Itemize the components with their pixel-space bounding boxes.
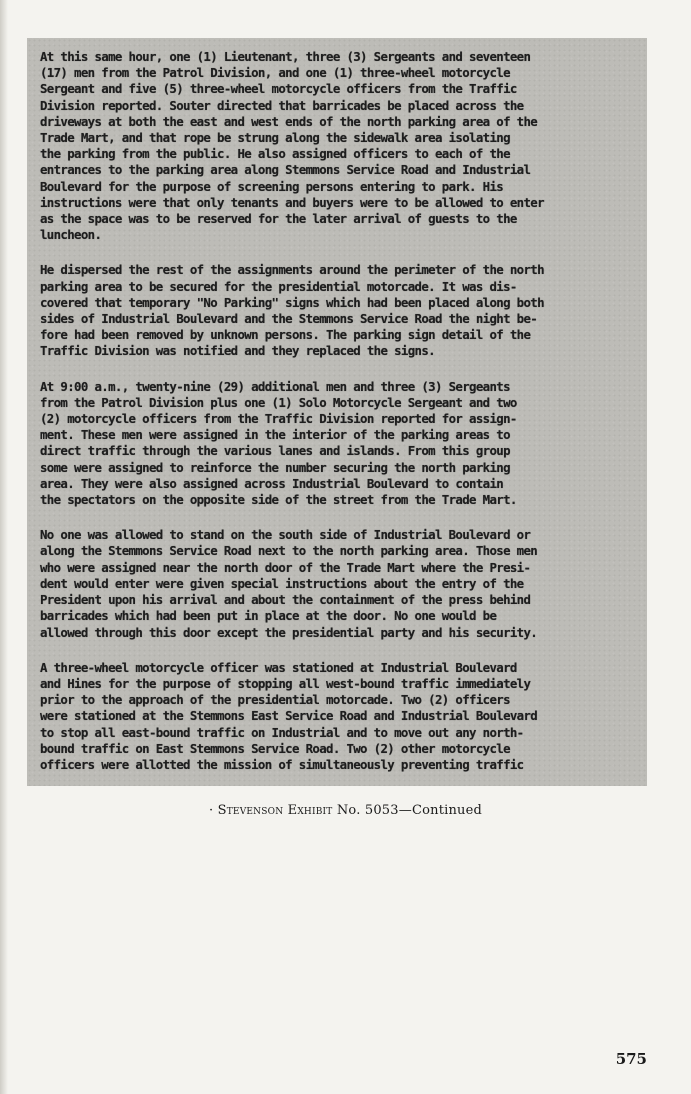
text-line: along the Stemmons Service Road next to the north parking area. Those men bbox=[40, 543, 538, 559]
text-line: At 9:00 a.m., twenty-nine (29) additional men and three (3) Sergeants bbox=[40, 378, 510, 394]
text-line: bound traffic on East Stemmons Service Road. Two (2) other motorcycle bbox=[40, 740, 510, 756]
text-line: President upon his arrival and about the containment of the press behind bbox=[40, 592, 531, 608]
text-line: driveways at both the east and west ends of the north parking area of the bbox=[40, 113, 538, 129]
text-line: covered that temporary "No Parking" signs which had been placed along both bbox=[40, 294, 544, 310]
text-line: entrances to the parking area along Stemmons Service Road and Industrial bbox=[40, 162, 531, 178]
text-line: parking area to be secured for the presidential motorcade. It was dis- bbox=[40, 278, 517, 294]
text-line: Boulevard for the purpose of screening persons entering to park. His bbox=[40, 178, 504, 194]
text-line: instructions were that only tenants and buyers were to be allowed to enter bbox=[40, 194, 544, 210]
text-line: A three-wheel motorcycle officer was stationed at Industrial Boulevard bbox=[40, 659, 517, 675]
caption-name: Stevenson bbox=[217, 803, 284, 818]
page-number: 575 bbox=[615, 1050, 647, 1068]
text-line: the spectators on the opposite side of the street from the Trade Mart. bbox=[40, 492, 517, 508]
typed-exhibit-scan bbox=[27, 38, 647, 786]
exhibit-caption bbox=[0, 803, 691, 818]
text-line: officers were allotted the mission of simultaneously preventing traffic bbox=[40, 756, 524, 772]
text-line: Trade Mart, and that rope be strung along the sidewalk area isolating bbox=[40, 130, 510, 146]
text-line: No one was allowed to stand on the south side of Industrial Boulevard or bbox=[40, 527, 531, 543]
text-line: ment. These men were assigned in the interior of the parking areas to bbox=[40, 427, 510, 443]
text-line: to stop all east-bound traffic on Industrial and to move out any north- bbox=[40, 724, 524, 740]
caption-rest: No. 5053—Continued bbox=[332, 803, 483, 818]
text-line: Division reported. Souter directed that barricades be placed across the bbox=[40, 97, 524, 113]
text-line: some were assigned to reinforce the number securing the north parking bbox=[40, 459, 510, 475]
paragraph bbox=[40, 527, 633, 640]
paragraph bbox=[40, 49, 633, 243]
text-line: the parking from the public. He also assigned officers to each of the bbox=[40, 146, 510, 162]
text-line: and Hines for the purpose of stopping all west-bound traffic immediately bbox=[40, 675, 531, 691]
text-line: from the Patrol Division plus one (1) Solo Motorcycle Sergeant and two bbox=[40, 394, 517, 410]
text-line: were stationed at the Stemmons East Service Road and Industrial Boulevard bbox=[40, 708, 538, 724]
text-line: luncheon. bbox=[40, 227, 102, 243]
text-line: prior to the approach of the presidential motorcade. Two (2) officers bbox=[40, 692, 510, 708]
text-line: (17) men from the Patrol Division, and one (1) three-wheel motorcycle bbox=[40, 65, 510, 81]
paragraph bbox=[40, 660, 633, 773]
text-line: fore had been removed by unknown persons. The parking sign detail of the bbox=[40, 327, 531, 343]
text-line: area. They were also assigned across Industrial Boulevard to contain bbox=[40, 475, 504, 491]
text-line: direct traffic through the various lanes and islands. From this group bbox=[40, 443, 510, 459]
text-line: dent would enter were given special instructions about the entry of the bbox=[40, 575, 524, 591]
text-line: allowed through this door except the presidential party and his security. bbox=[40, 624, 538, 640]
page-edge-shadow bbox=[0, 0, 8, 1094]
text-line: Traffic Division was notified and they replaced the signs. bbox=[40, 343, 435, 359]
paragraph bbox=[40, 379, 633, 509]
text-line: as the space was to be reserved for the later arrival of guests to the bbox=[40, 211, 517, 227]
paragraph bbox=[40, 262, 633, 359]
text-line: Sergeant and five (5) three-wheel motorcycle officers from the Traffic bbox=[40, 81, 517, 97]
caption-exhibit-word: Exhibit bbox=[287, 803, 333, 818]
caption-prefix: · bbox=[208, 803, 218, 818]
text-line: who were assigned near the north door of the Trade Mart where the Presi- bbox=[40, 559, 531, 575]
text-line: At this same hour, one (1) Lieutenant, three (3) Sergeants and seventeen bbox=[40, 49, 531, 64]
text-line: barricades which had been put in place at the door. No one would be bbox=[40, 608, 497, 624]
text-line: (2) motorcycle officers from the Traffic Division reported for assign- bbox=[40, 411, 517, 427]
text-line: He dispersed the rest of the assignments around the perimeter of the north bbox=[40, 262, 544, 278]
text-line: sides of Industrial Boulevard and the Stemmons Service Road the night be- bbox=[40, 311, 538, 327]
